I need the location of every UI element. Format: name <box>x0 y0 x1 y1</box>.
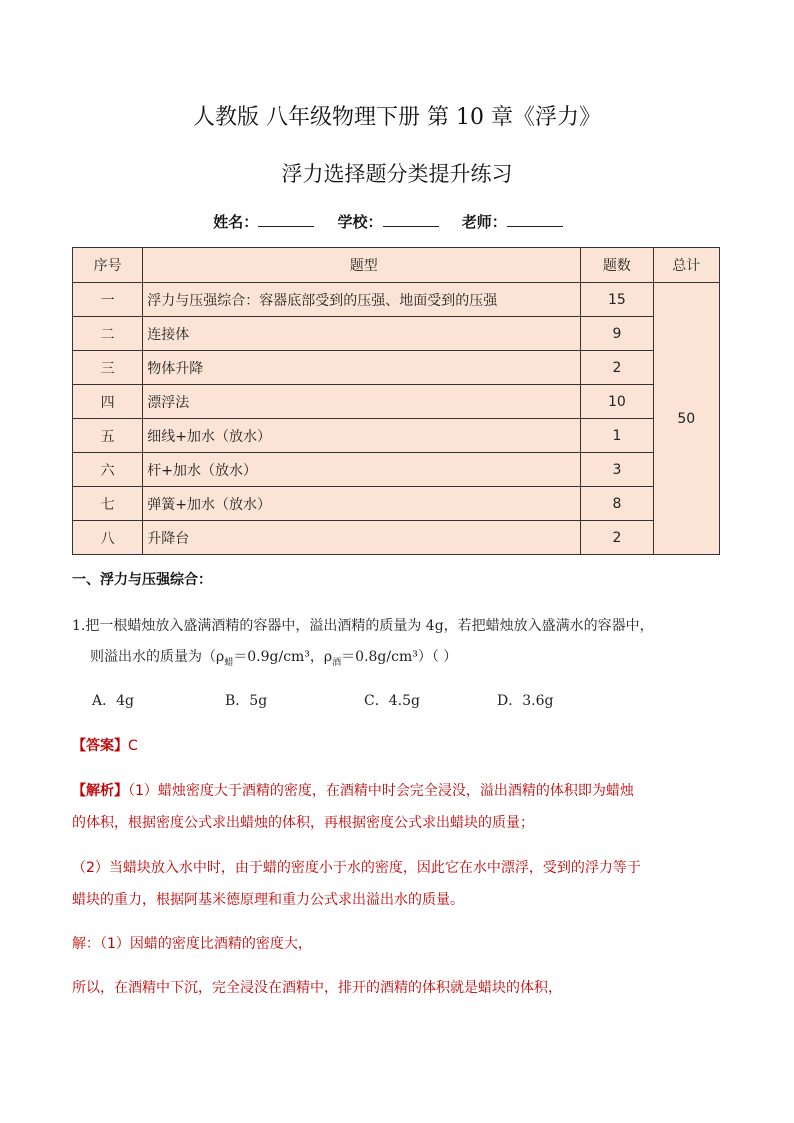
header-total: 总计 <box>653 248 719 283</box>
row-type: 物体升降 <box>143 351 581 385</box>
row-count: 2 <box>581 351 653 385</box>
answer-label: 【答案】 <box>72 738 128 754</box>
row-count: 9 <box>581 317 653 351</box>
header-count: 题数 <box>581 248 653 283</box>
header-type: 题型 <box>143 248 581 283</box>
question-text: 则溢出水的质量为（ρ <box>90 649 225 665</box>
table-row <box>73 283 720 317</box>
option-b[interactable]: B．5g <box>225 693 268 709</box>
answer-line <box>72 735 732 755</box>
school-blank[interactable] <box>383 212 439 227</box>
row-type: 漂浮法 <box>143 385 581 419</box>
section-heading: 一、浮力与压强综合： <box>72 572 212 588</box>
analysis-text: （1）蜡烛密度大于酒精的密度，在酒精中时会完全浸没，溢出酒精的体积即为蜡烛 <box>128 783 634 799</box>
table-row <box>73 351 720 385</box>
teacher-label: 老师： <box>461 213 507 231</box>
wax-subscript: 蜡 <box>224 657 234 668</box>
student-info-line <box>0 211 794 232</box>
name-label: 姓名： <box>213 213 259 231</box>
analysis-line-2: 的体积，根据密度公式求出蜡烛的体积，再根据密度公式求出蜡块的质量； <box>72 815 534 831</box>
row-type: 杆+加水（放水） <box>143 453 581 487</box>
analysis-line-1 <box>72 780 732 800</box>
row-count: 2 <box>581 521 653 555</box>
table-row <box>73 453 720 487</box>
answer-value: C <box>128 738 138 754</box>
row-no: 三 <box>73 351 143 385</box>
question-text: ＝0.9g/cm³，ρ <box>233 649 333 665</box>
option-a[interactable]: A．4g <box>92 693 134 709</box>
page-subtitle: 浮力选择题分类提升练习 <box>281 162 513 186</box>
question-text: ＝0.8g/cm³）（ ） <box>341 649 458 665</box>
row-type: 弹簧+加水（放水） <box>143 487 581 521</box>
header-no: 序号 <box>73 248 143 283</box>
table-row <box>73 385 720 419</box>
table-row <box>73 317 720 351</box>
teacher-blank[interactable] <box>507 212 563 227</box>
question-line-1: 1.把一根蜡烛放入盛满酒精的容器中，溢出酒精的质量为 4g，若把蜡烛放入盛满水的容器中， <box>72 618 654 634</box>
solution-line-1: 解：（1）因蜡的密度比酒精的密度大， <box>72 936 312 952</box>
row-no: 八 <box>73 521 143 555</box>
row-count: 3 <box>581 453 653 487</box>
analysis-line-4: 蜡块的重力，根据阿基米德原理和重力公式求出溢出水的质量。 <box>72 892 464 908</box>
row-type: 升降台 <box>143 521 581 555</box>
row-no: 二 <box>73 317 143 351</box>
solution-line-2: 所以，在酒精中下沉，完全浸没在酒精中，排开的酒精的体积就是蜡块的体积， <box>72 980 562 996</box>
row-type: 连接体 <box>143 317 581 351</box>
row-count: 10 <box>581 385 653 419</box>
row-count: 1 <box>581 419 653 453</box>
row-no: 七 <box>73 487 143 521</box>
row-no: 一 <box>73 283 143 317</box>
row-no: 四 <box>73 385 143 419</box>
table-row <box>73 419 720 453</box>
question-type-table <box>72 247 720 555</box>
page-title: 人教版 八年级物理下册 第 10 章《浮力》 <box>193 105 601 130</box>
school-label: 学校： <box>337 213 383 231</box>
alcohol-subscript: 酒 <box>332 657 342 668</box>
table-row <box>73 487 720 521</box>
option-d[interactable]: D．3.6g <box>497 693 554 709</box>
row-no: 六 <box>73 453 143 487</box>
row-count: 8 <box>581 487 653 521</box>
row-type: 细线+加水（放水） <box>143 419 581 453</box>
row-no: 五 <box>73 419 143 453</box>
name-blank[interactable] <box>258 212 314 227</box>
table-header-row <box>73 248 720 283</box>
option-c[interactable]: C．4.5g <box>364 693 420 709</box>
row-type: 浮力与压强综合：容器底部受到的压强、地面受到的压强 <box>143 283 581 317</box>
total-cell: 50 <box>653 283 719 555</box>
question-line-2 <box>90 646 457 668</box>
table-row <box>73 521 720 555</box>
analysis-line-3: （2）当蜡块放入水中时，由于蜡的密度小于水的密度，因此它在水中漂浮，受到的浮力等于 <box>72 860 641 876</box>
row-count: 15 <box>581 283 653 317</box>
analysis-label: 【解析】 <box>72 783 128 799</box>
